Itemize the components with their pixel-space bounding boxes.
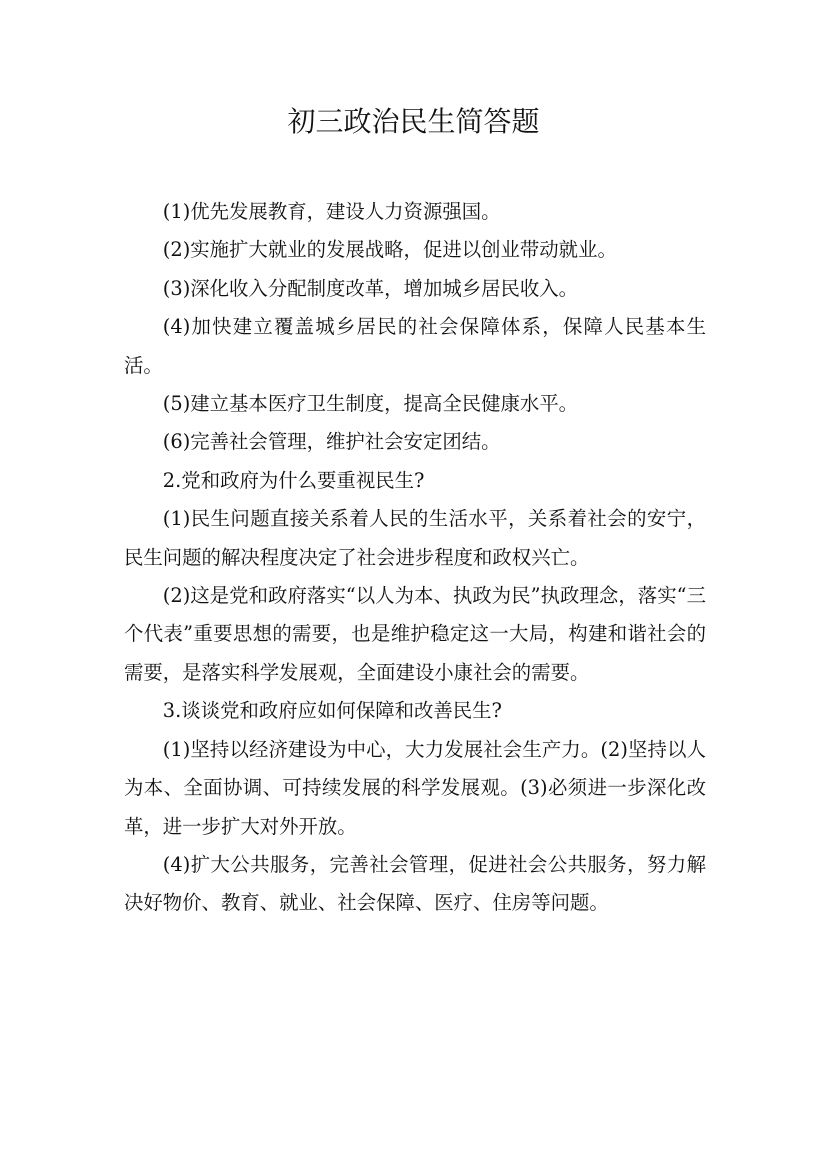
question-heading: 3.谈谈党和政府应如何保障和改善民生? bbox=[162, 699, 502, 723]
paragraph: (4)加快建立覆盖城乡居民的社会保障体系，保障人民基本生活。 bbox=[124, 315, 706, 377]
paragraph: (2)这是党和政府落实“以人为本、执政为民”执政理念，落实“三个代表”重要思想的需要，也是维护稳定这一大局，构建和谐社会的需要，是落实科学发展观，全面建设小康社会的需要。 bbox=[124, 584, 706, 684]
paragraph: (3)深化收入分配制度改革，增加城乡居民收入。 bbox=[162, 276, 579, 300]
paragraph: (1)坚持以经济建设为中心，大力发展社会生产力。(2)坚持以人为本、全面协调、可持续发展的科学发展观。(3)必须进一步深化改革，进一步扩大对外开放。 bbox=[124, 737, 706, 838]
document-body bbox=[124, 193, 706, 923]
paragraph: (2)实施扩大就业的发展战略，促进以创业带动就业。 bbox=[162, 238, 617, 262]
paragraph: (4)扩大公共服务，完善社会管理，促进社会公共服务，努力解决好物价、教育、就业、社会保障、医疗、住房等问题。 bbox=[124, 852, 706, 915]
paragraph: (1)优先发展教育，建设人力资源强国。 bbox=[162, 200, 501, 223]
paragraph: (6)完善社会管理，维护社会安定团结。 bbox=[162, 430, 501, 454]
question-heading: 2.党和政府为什么要重视民生? bbox=[162, 468, 425, 492]
paragraph: (5)建立基本医疗卫生制度，提高全民健康水平。 bbox=[162, 392, 579, 416]
paragraph: (1)民生问题直接关系着人民的生活水平，关系着社会的安宁，民生问题的解决程度决定了社会进步程度和政权兴亡。 bbox=[124, 507, 706, 569]
page-title: 初三政治民生简答题 bbox=[287, 105, 540, 138]
